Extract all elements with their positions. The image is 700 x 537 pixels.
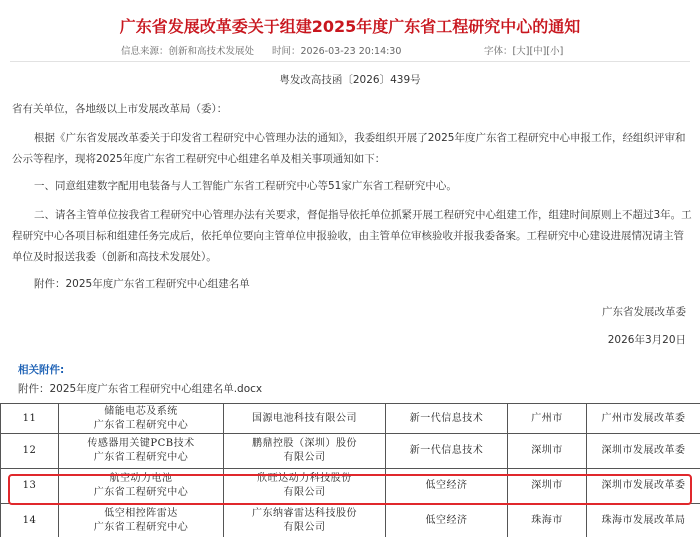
attachment-table: [0, 403, 700, 537]
row-number: 14: [1, 504, 59, 537]
info-source: 信息来源：创新和高技术发展处: [121, 46, 255, 57]
department: 深圳市发展改革委: [587, 469, 700, 504]
table-row: [1, 434, 700, 469]
industry-field: 新一代信息技术: [386, 404, 508, 434]
body-paragraph: 根据《广东省发展改革委关于印发省工程研究中心管理办法的通知》，我委组织开展了2025年度广东省工程研究中心申报工作，经组织评审和公示等程序，现将2025年度广东省工程研究中心组建名单及相关事项通知如下：: [12, 132, 686, 165]
font-size-large-button[interactable]: [大]: [512, 46, 530, 57]
font-size-small-button[interactable]: [小]: [546, 46, 564, 57]
department: 广州市发展改革委: [587, 404, 700, 434]
table-row: [1, 404, 700, 434]
center-name: 低空相控阵雷达 广东省工程研究中心: [59, 504, 224, 537]
meta-divider: [10, 61, 690, 62]
document-number: 粤发改高技函〔2026〕439号: [279, 74, 421, 86]
body-paragraph: 一、同意组建数字配用电装备与人工智能广东省工程研究中心等51家广东省工程研究中心。: [34, 180, 457, 192]
signature-date: 2026年3月20日: [607, 334, 686, 346]
city: 深圳市: [508, 434, 587, 469]
host-unit: 广东纳睿雷达科技股份 有限公司: [224, 504, 386, 537]
related-attachments-heading: 相关附件:: [18, 364, 65, 376]
signature: 广东省发展改革委: [602, 306, 686, 318]
industry-field: 低空经济: [386, 504, 508, 537]
row-number: 11: [1, 404, 59, 434]
attachment-table-image: [0, 403, 700, 537]
addressee: 省有关单位，各地级以上市发展改革局（委）：: [12, 103, 228, 115]
city: 广州市: [508, 404, 587, 434]
table-row: [1, 504, 700, 537]
center-name: 航空动力电池 广东省工程研究中心: [59, 469, 224, 504]
publish-time: 时间：2026-03-23 20:14:30: [272, 46, 402, 57]
row-number: 13: [1, 469, 59, 504]
center-name: 传感器用关键PCB技术 广东省工程研究中心: [59, 434, 224, 469]
host-unit: 鹏鼎控股（深圳）股份 有限公司: [224, 434, 386, 469]
font-size-label: 字体：: [484, 46, 513, 57]
attachment-line: 附件：2025年度广东省工程研究中心组建名单: [34, 278, 250, 290]
font-size-medium-button[interactable]: [中]: [529, 46, 547, 57]
body-paragraph: 二、请各主管单位按我省工程研究中心管理办法有关要求，督促指导依托单位抓紧开展工程研究中心组建工作，组建时间原则上不超过3年。工程研究中心各项目标和组建任务完成后，依托单位要向主管单位申报验收，由主管单位审核验收并报我委备案。工程研究中心建设进展情况请主管单位及时报送我委（创新和高技术发展处）。: [12, 209, 692, 263]
table-row: [1, 469, 700, 504]
page-title: 广东省发展改革委关于组建2025年度广东省工程研究中心的通知: [119, 17, 581, 36]
industry-field: 新一代信息技术: [386, 434, 508, 469]
city: 深圳市: [508, 469, 587, 504]
department: 深圳市发展改革委: [587, 434, 700, 469]
city: 珠海市: [508, 504, 587, 537]
industry-field: 低空经济: [386, 469, 508, 504]
center-name: 储能电芯及系统 广东省工程研究中心: [59, 404, 224, 434]
host-unit: 欣旺达动力科技股份 有限公司: [224, 469, 386, 504]
font-size-switcher: [484, 43, 563, 57]
host-unit: 国源电池科技有限公司: [224, 404, 386, 434]
row-number: 12: [1, 434, 59, 469]
department: 珠海市发展改革局: [587, 504, 700, 537]
attachment-file-link[interactable]: 附件：2025年度广东省工程研究中心组建名单.docx: [18, 383, 263, 395]
